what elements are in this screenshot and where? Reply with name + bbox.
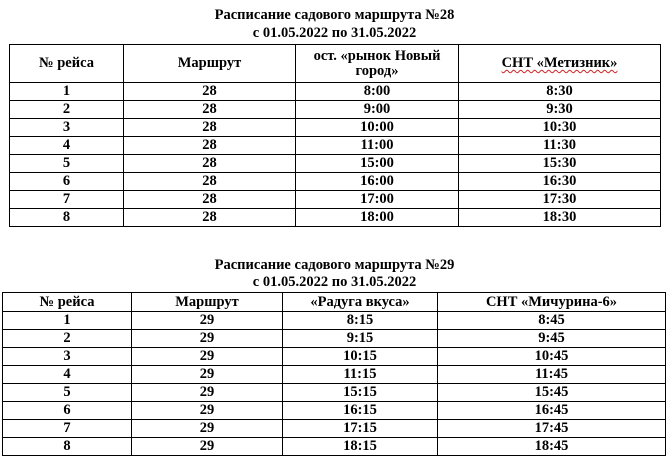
table-row: [10, 155, 661, 173]
cell-time-a: 11:15: [283, 366, 438, 384]
cell-route: 28: [124, 137, 296, 155]
cell-trip: 8: [3, 438, 132, 456]
cell-route: 28: [124, 191, 296, 209]
cell-route: 29: [132, 438, 283, 456]
cell-time-a: 8:15: [283, 312, 438, 330]
header-stop-a: ост. «рынок Новый город»: [296, 45, 459, 83]
cell-time-a: 16:00: [296, 173, 459, 191]
table-row: [3, 348, 666, 366]
cell-time-b: 16:45: [438, 402, 666, 420]
cell-trip: 6: [10, 173, 124, 191]
cell-time-a: 15:00: [296, 155, 459, 173]
cell-time-b: 15:30: [459, 155, 661, 173]
cell-trip: 3: [10, 119, 124, 137]
cell-route: 28: [124, 83, 296, 101]
cell-time-b: 17:45: [438, 420, 666, 438]
schedule-28-table: [9, 44, 661, 227]
table-row: [10, 191, 661, 209]
cell-time-b: 8:30: [459, 83, 661, 101]
header-route: Маршрут: [124, 45, 296, 83]
header-trip-number: № рейса: [3, 293, 132, 312]
cell-time-b: 9:45: [438, 330, 666, 348]
cell-route: 28: [124, 209, 296, 227]
header-route: Маршрут: [132, 293, 283, 312]
cell-route: 29: [132, 348, 283, 366]
cell-trip: 7: [3, 420, 132, 438]
cell-trip: 2: [3, 330, 132, 348]
schedule-28-title: Расписание садового маршрута №28: [214, 7, 455, 23]
header-trip-number: № рейса: [10, 45, 124, 83]
table-row: [3, 312, 666, 330]
table-row: [3, 366, 666, 384]
cell-time-a: 11:00: [296, 137, 459, 155]
cell-time-b: 8:45: [438, 312, 666, 330]
table-row: [10, 137, 661, 155]
cell-time-b: 11:30: [459, 137, 661, 155]
header-stop-b-label: СНТ «Метизник»: [501, 55, 618, 71]
cell-trip: 7: [10, 191, 124, 209]
table-row: [3, 438, 666, 456]
cell-trip: 2: [10, 101, 124, 119]
cell-time-a: 15:15: [283, 384, 438, 402]
cell-time-b: 9:30: [459, 101, 661, 119]
cell-time-b: 18:45: [438, 438, 666, 456]
cell-route: 29: [132, 330, 283, 348]
table-row: [3, 384, 666, 402]
cell-time-a: 9:15: [283, 330, 438, 348]
cell-time-a: 17:00: [296, 191, 459, 209]
table-row: [3, 402, 666, 420]
cell-time-b: 10:30: [459, 119, 661, 137]
schedule-28-period: с 01.05.2022 по 31.05.2022: [252, 25, 417, 41]
cell-route: 29: [132, 420, 283, 438]
cell-trip: 1: [10, 83, 124, 101]
schedule-29-period: с 01.05.2022 по 31.05.2022: [252, 274, 417, 290]
cell-route: 28: [124, 173, 296, 191]
schedule-29-title: Расписание садового маршрута №29: [214, 257, 455, 273]
cell-trip: 8: [10, 209, 124, 227]
cell-time-a: 10:15: [283, 348, 438, 366]
cell-time-a: 8:00: [296, 83, 459, 101]
cell-trip: 4: [10, 137, 124, 155]
cell-time-b: 10:45: [438, 348, 666, 366]
table-header-row: [3, 293, 666, 312]
cell-route: 29: [132, 402, 283, 420]
table-row: [3, 330, 666, 348]
cell-time-a: 18:15: [283, 438, 438, 456]
cell-route: 28: [124, 101, 296, 119]
cell-trip: 4: [3, 366, 132, 384]
cell-time-b: 15:45: [438, 384, 666, 402]
cell-time-b: 17:30: [459, 191, 661, 209]
schedule-29-table: [2, 292, 666, 456]
cell-route: 29: [132, 366, 283, 384]
header-stop-b: СНТ «Мичурина-6»: [438, 293, 666, 312]
table-row: [10, 83, 661, 101]
cell-route: 28: [124, 119, 296, 137]
cell-time-a: 9:00: [296, 101, 459, 119]
table-row: [10, 173, 661, 191]
cell-time-a: 17:15: [283, 420, 438, 438]
cell-time-a: 10:00: [296, 119, 459, 137]
cell-route: 29: [132, 312, 283, 330]
table-row: [10, 101, 661, 119]
table-header-row: [10, 45, 661, 83]
cell-route: 28: [124, 155, 296, 173]
table-row: [10, 119, 661, 137]
header-stop-b: [459, 45, 661, 83]
cell-time-a: 18:00: [296, 209, 459, 227]
cell-time-b: 18:30: [459, 209, 661, 227]
cell-time-a: 16:15: [283, 402, 438, 420]
header-stop-a: «Радуга вкуса»: [283, 293, 438, 312]
table-row: [10, 209, 661, 227]
cell-route: 29: [132, 384, 283, 402]
cell-trip: 6: [3, 402, 132, 420]
table-row: [3, 420, 666, 438]
cell-time-b: 16:30: [459, 173, 661, 191]
cell-trip: 1: [3, 312, 132, 330]
cell-trip: 3: [3, 348, 132, 366]
cell-trip: 5: [10, 155, 124, 173]
cell-time-b: 11:45: [438, 366, 666, 384]
cell-trip: 5: [3, 384, 132, 402]
